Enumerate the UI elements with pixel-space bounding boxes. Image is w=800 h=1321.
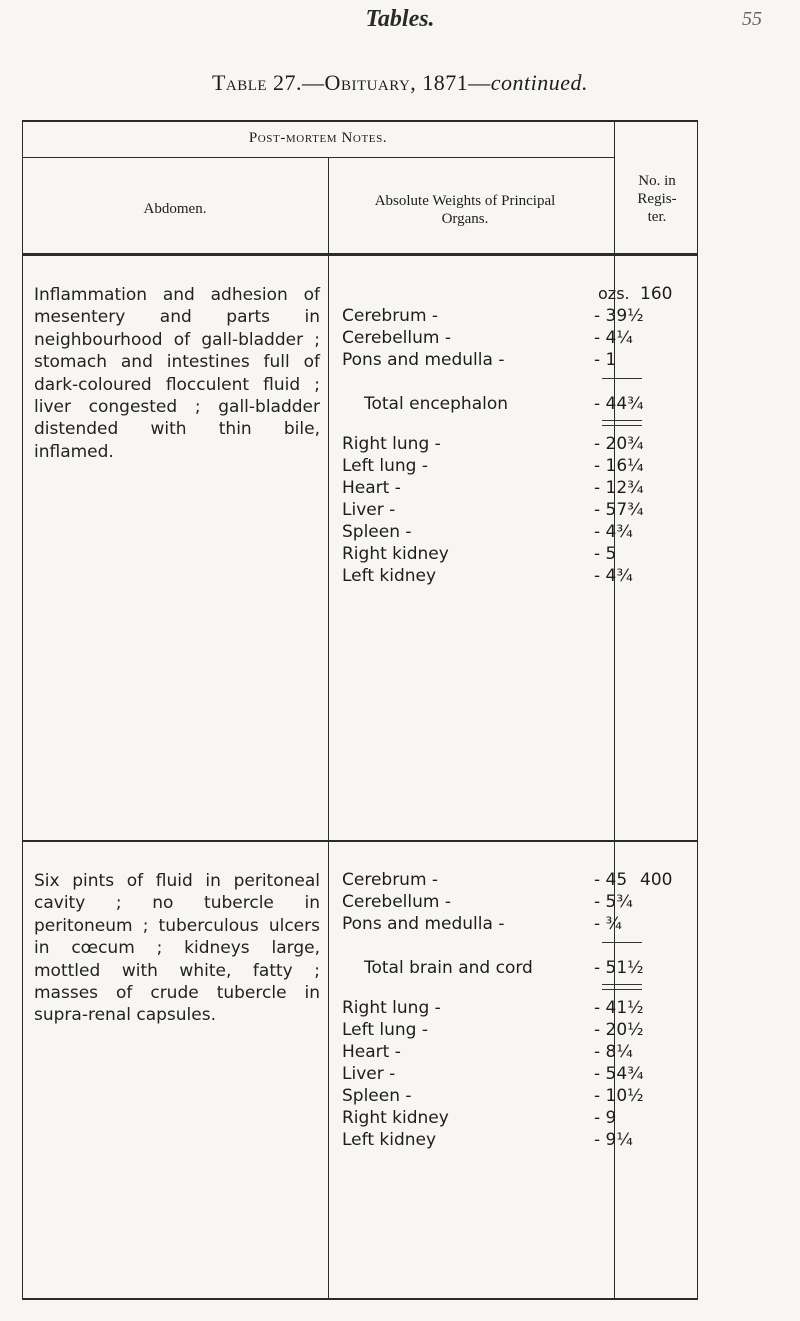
case-2-register-number: 400 xyxy=(640,870,673,890)
running-head: Tables. xyxy=(365,6,435,32)
total-double-rule xyxy=(602,984,642,990)
table-title-suffix: continued. xyxy=(490,70,589,95)
organ-row: Right lung - - 41½ xyxy=(342,998,644,1018)
header-register: No. in Regis- ter. xyxy=(637,173,677,225)
organ-row: Left kidney - 9¼ xyxy=(342,1130,633,1150)
header-weights: Absolute Weights of Principal Organs. xyxy=(374,193,556,227)
organ-row: Right kidney - 5 xyxy=(342,544,617,564)
organ-row: Spleen - - 10½ xyxy=(342,1086,644,1106)
case-2-organ-weights xyxy=(342,870,644,1170)
subtotal-rule xyxy=(602,942,642,943)
organ-row: Left lung - - 16¼ xyxy=(342,456,644,476)
column-divider-1 xyxy=(328,157,329,1300)
case-1-abdomen-notes: Inflammation and adhesion of mesentery and parts in neighbourhood of gall-bladder ; stomach and intestines full of dark-coloured flocculent fluid ; liver congested ; gall-bladder distended with thin bile, inflamed. xyxy=(34,285,320,462)
organ-row: Left kidney - 4¾ xyxy=(342,566,633,586)
case-1-register-number: 160 xyxy=(640,284,673,304)
organ-row: Pons and medulla - - ¾ xyxy=(342,914,623,934)
organ-row: Liver - - 57¾ xyxy=(342,500,644,520)
organ-row: Spleen - - 4¾ xyxy=(342,522,633,542)
organ-row: Liver - - 54¾ xyxy=(342,1064,644,1084)
organ-row: Cerebellum - - 5¾ xyxy=(342,892,633,912)
case-2-abdomen-notes: Six pints of fluid in peritoneal cavity ; no tubercle in peritoneum ; tuberculous ulcers in cœcum ; kidneys large, mottled with white, fatty ; masses of crude tubercle in supra-renal capsules. xyxy=(34,871,320,1026)
organ-row: Right kidney - 9 xyxy=(342,1108,617,1128)
subtotal-rule xyxy=(602,378,642,379)
organ-total-row: Total encephalon - 44¾ xyxy=(364,394,644,414)
organ-row: Cerebellum - - 4¼ xyxy=(342,328,633,348)
organ-total-row: Total brain and cord - 51½ xyxy=(364,958,644,978)
organ-row: Left lung - - 20½ xyxy=(342,1020,644,1040)
table-left-border xyxy=(22,120,23,1300)
organ-row: Heart - - 12¾ xyxy=(342,478,644,498)
case-1-organ-weights xyxy=(342,284,644,804)
case-divider-rule xyxy=(22,840,698,842)
post-mortem-rule xyxy=(22,157,614,158)
page-number: 55 xyxy=(742,8,762,30)
header-post-mortem: Post-mortem Notes. xyxy=(248,130,388,146)
table-bottom-rule xyxy=(22,1298,698,1300)
organ-row: Cerebrum - - 39½ xyxy=(342,306,644,326)
ozs-unit-label: ozs. xyxy=(598,284,630,303)
header-abdomen: Abdomen. xyxy=(143,201,207,217)
organ-row: Right lung - - 20¾ xyxy=(342,434,644,454)
table-title xyxy=(0,70,800,96)
organ-row: Pons and medulla - - 1 xyxy=(342,350,617,370)
table-title-label: Table 27.—Obituary, 1871— xyxy=(211,70,491,95)
header-bottom-rule xyxy=(22,253,698,256)
total-double-rule xyxy=(602,420,642,426)
organ-row: Heart - - 8¼ xyxy=(342,1042,633,1062)
organ-row: Cerebrum - - 45 xyxy=(342,870,628,890)
table-top-rule xyxy=(22,120,698,122)
